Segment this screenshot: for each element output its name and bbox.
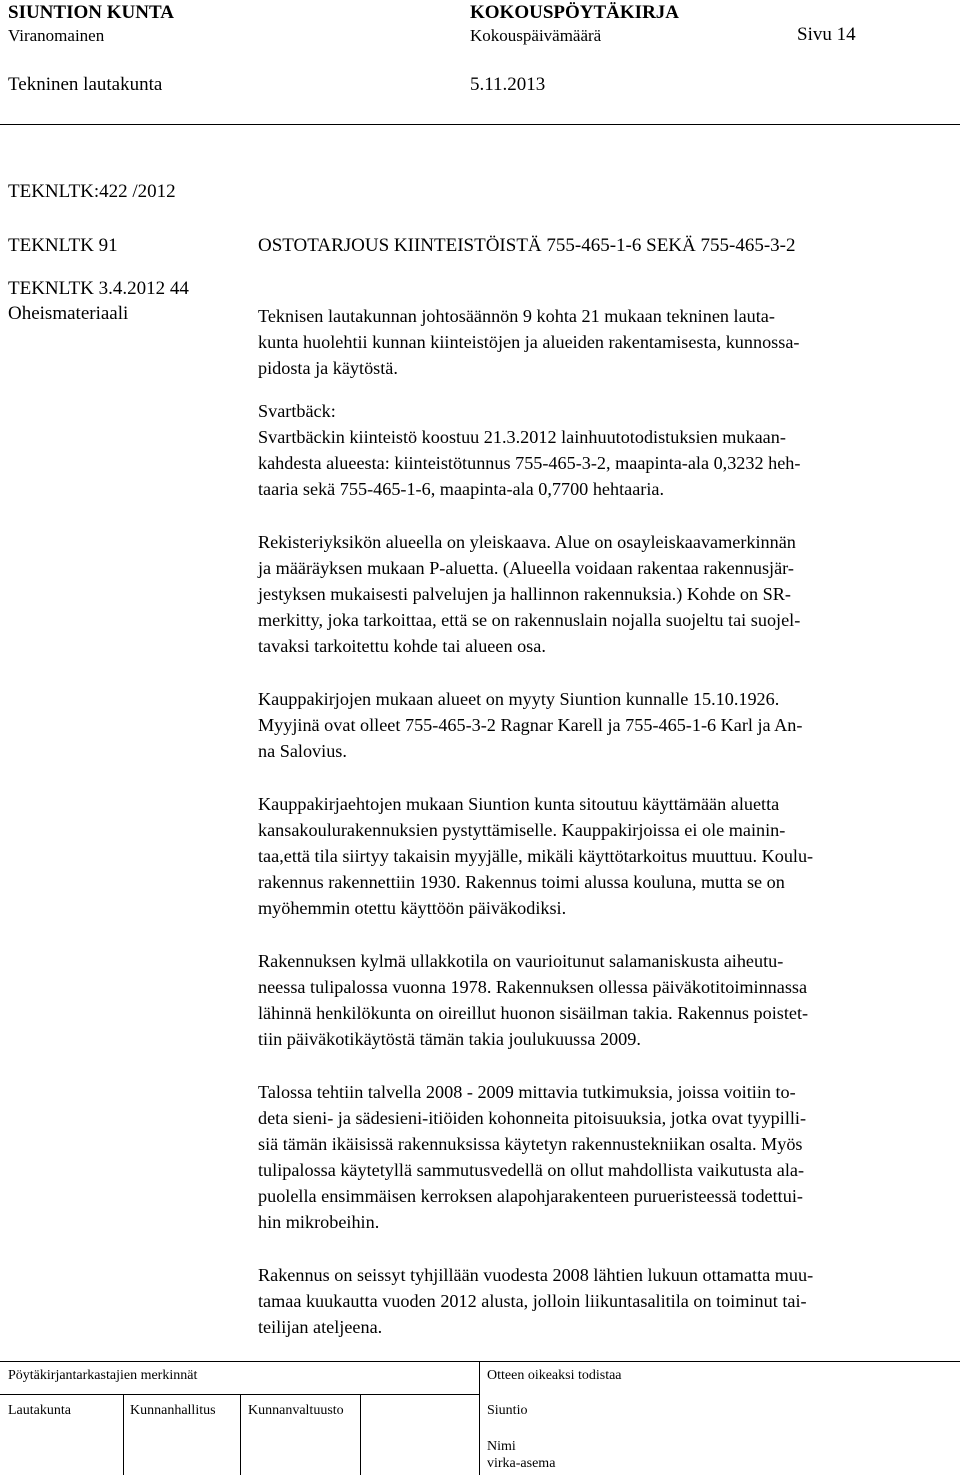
attachment-label: Oheismateriaali: [8, 303, 129, 324]
text-line: teilijan ateljeena.: [258, 1317, 383, 1337]
text-line: taaria sekä 755-465-1-6, maapinta-ala 0,7700 hehtaaria.: [258, 479, 665, 499]
text-line: merkitty, joka tarkoittaa, että se on rakennuslain nojalla suojeltu tai suojel-: [258, 610, 801, 630]
text-line: tiin päiväkotikäytöstä tämän takia joulukuussa 2009.: [258, 1029, 641, 1049]
signature-column-board: Lautakunta: [8, 1403, 71, 1418]
checkers-label: Pöytäkirjantarkastajien merkinnät: [8, 1368, 198, 1383]
footer-column-divider: [240, 1394, 241, 1475]
signature-column-council: Kunnanvaltuusto: [248, 1403, 344, 1418]
authority-label: Viranomainen: [8, 26, 105, 45]
text-line: Rekisteriyksikön alueella on yleiskaava. Alue on osayleiskaavamerkinnän: [258, 532, 796, 552]
text-line: tamaa kuukautta vuoden 2012 alusta, jolloin liikuntasalitila on toiminut tai-: [258, 1291, 807, 1311]
text-line: taa,että tila siirtyy takaisin myyjälle, mikäli käyttötarkoitus muuttuu. Koulu-: [258, 846, 814, 866]
text-line: deta sieni- ja sädesieni-itiöiden kohonneita pitoisuuksia, jotka ovat tyypilli-: [258, 1108, 807, 1128]
header-divider: [0, 124, 960, 125]
footer-column-divider: [360, 1394, 361, 1475]
text-line: Talossa tehtiin talvella 2008 - 2009 mittavia tutkimuksia, joissa voitiin to-: [258, 1082, 796, 1102]
text-line: rakennus rakennettiin 1930. Rakennus toimi alussa kouluna, mutta se on: [258, 872, 785, 892]
authority-name: Tekninen lautakunta: [8, 74, 163, 95]
name-label: Nimi: [487, 1439, 516, 1454]
section-title: OSTOTARJOUS KIINTEISTÖISTÄ 755-465-1-6 SEKÄ 755-465-3-2: [258, 235, 796, 256]
text-line: Svartbäck:: [258, 401, 336, 421]
text-line: myöhemmin otettu käyttöön päiväkodiksi.: [258, 898, 567, 918]
text-line: tavaksi tarkoitettu kohde tai alueen osa.: [258, 636, 546, 656]
text-line: neessa tulipalossa vuonna 1978. Rakennuksen ollessa päiväkotitoiminnassa: [258, 977, 808, 997]
text-line: kahdesta alueesta: kiinteistötunnus 755-465-3-2, maapinta-ala 0,3232 heh-: [258, 453, 801, 473]
footer-top-line: [0, 1361, 960, 1362]
text-line: tulipalossa käytetyllä sammutusvedellä on ollut mahdollista vaikutusta ala-: [258, 1160, 805, 1180]
text-line: Myyjinä ovat olleet 755-465-3-2 Ragnar Karell ja 755-465-1-6 Karl ja An-: [258, 715, 803, 735]
text-line: pidosta ja käytöstä.: [258, 358, 398, 378]
case-reference: TEKNLTK:422 /2012: [8, 181, 176, 202]
section-reference: TEKNLTK 91: [8, 235, 118, 256]
text-line: Rakennus on seissyt tyhjillään vuodesta 2008 lähtien lukuun ottamatta muu-: [258, 1265, 814, 1285]
footer-center-divider: [479, 1361, 480, 1475]
organization-name: SIUNTION KUNTA: [8, 2, 174, 23]
signature-column-government: Kunnanhallitus: [130, 1403, 216, 1418]
text-line: na Salovius.: [258, 741, 347, 761]
certified-label: Otteen oikeaksi todistaa: [487, 1368, 622, 1383]
text-line: kansakoulurakennuksien pystyttämiselle. Kauppakirjoissa ei ole mainin-: [258, 820, 786, 840]
meeting-date: 5.11.2013: [470, 74, 546, 95]
position-label: virka-asema: [487, 1456, 556, 1471]
text-line: Kauppakirjojen mukaan alueet on myyty Siuntion kunnalle 15.10.1926.: [258, 689, 780, 709]
text-line: siä tämän ikäisissä rakennuksissa käytetyn rakennustekniikan osalta. Myös: [258, 1134, 803, 1154]
footer-column-divider: [123, 1394, 124, 1475]
text-line: kunta huolehtii kunnan kiinteistöjen ja alueiden rakentamisesta, kunnossa-: [258, 332, 800, 352]
text-line: Svartbäckin kiinteistö koostuu 21.3.2012 lainhuutotodistuksien mukaan-: [258, 427, 786, 447]
text-line: Rakennuksen kylmä ullakkotila on vaurioitunut salamaniskusta aiheutu-: [258, 951, 784, 971]
text-line: Teknisen lautakunnan johtosäännön 9 kohta 21 mukaan tekninen lauta-: [258, 306, 775, 326]
text-line: lähinnä henkilökunta on oireillut huonon sisäilman takia. Rakennus poistet-: [258, 1003, 809, 1023]
text-line: Kauppakirjaehtojen mukaan Siuntion kunta sitoutuu käyttämään aluetta: [258, 794, 780, 814]
page-number: Sivu 14: [797, 24, 856, 45]
date-label: Kokouspäivämäärä: [470, 26, 602, 45]
text-line: ja määräyksen mukaan P-aluetta. (Alueella voidaan rakentaa rakennusjär-: [258, 558, 794, 578]
certification-place: Siuntio: [487, 1403, 528, 1418]
document-type: KOKOUSPÖYTÄKIRJA: [470, 2, 680, 23]
previous-reference: TEKNLTK 3.4.2012 44: [8, 278, 189, 299]
text-line: jestyksen mukaisesti palvelujen ja hallinnon rakennuksia.) Kohde on SR-: [258, 584, 791, 604]
text-line: hin mikrobeihin.: [258, 1212, 380, 1232]
text-line: puolella ensimmäisen kerroksen alapohjarakenteen purueristeessä todettui-: [258, 1186, 803, 1206]
